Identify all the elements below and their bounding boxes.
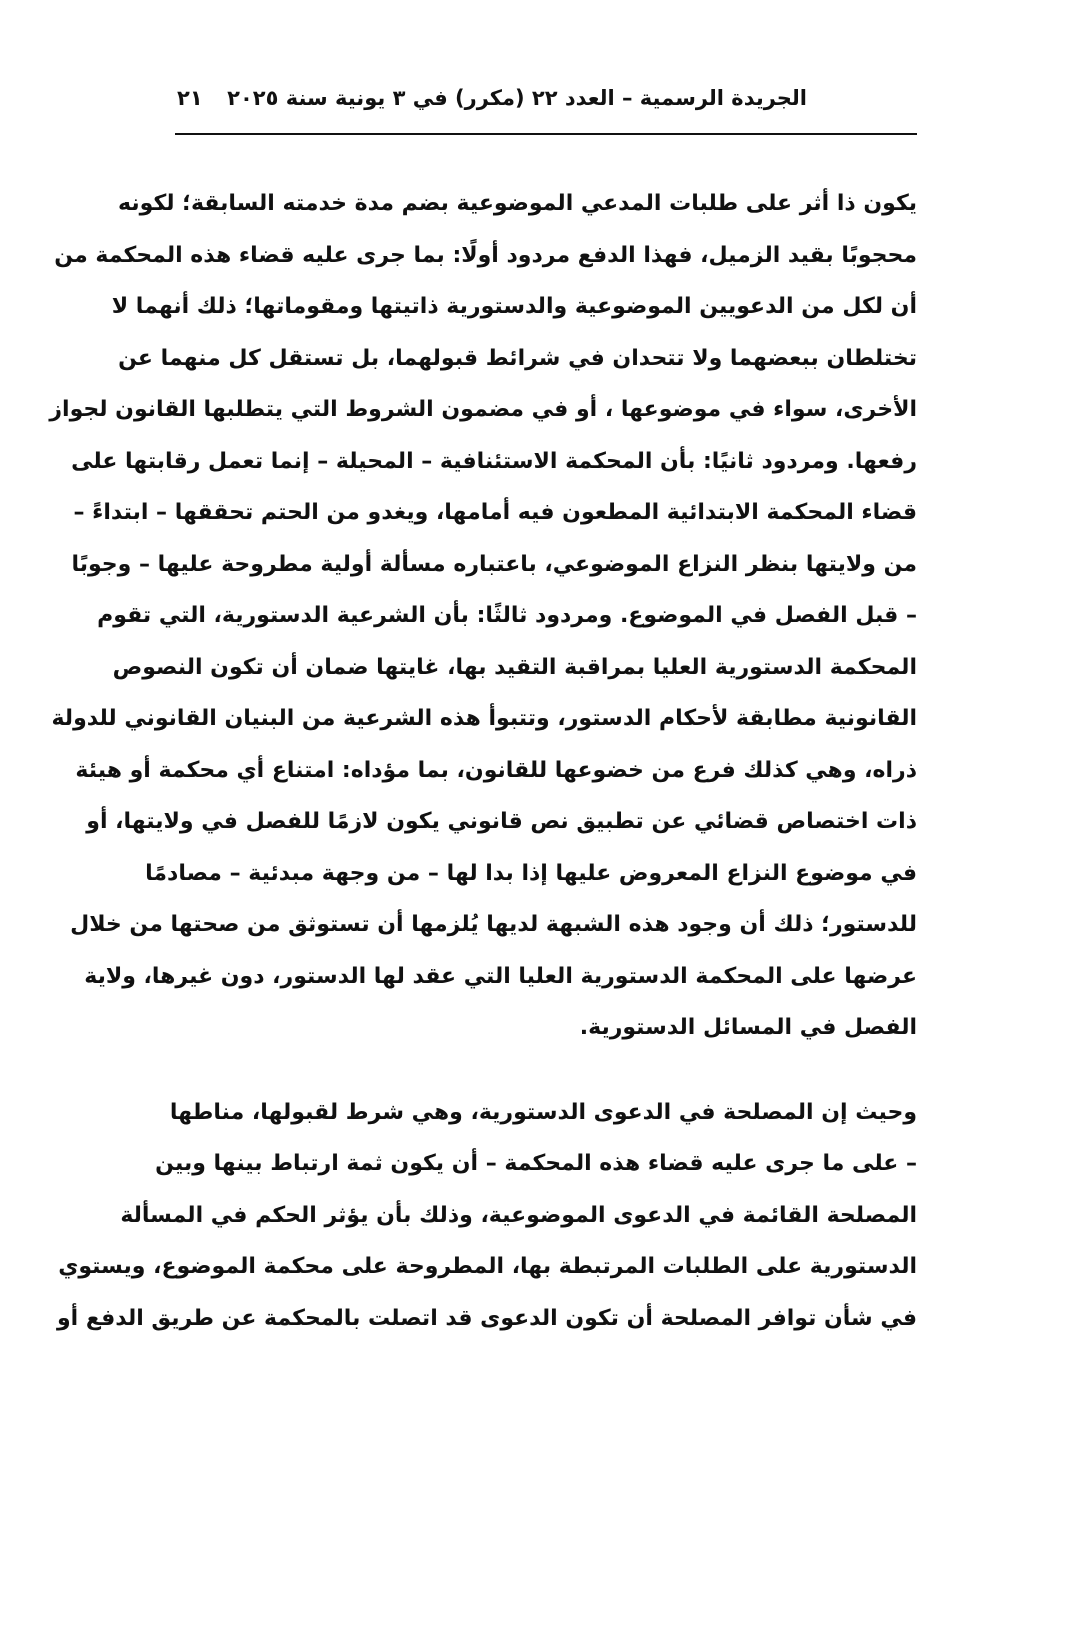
paragraph-line: الأخرى، سواء في موضوعها ، أو في مضمون الشروط التي يتطلبها القانون لجواز: [49, 397, 917, 422]
page-number: ٢١: [177, 86, 203, 110]
paragraph-line: للدستور؛ ذلك أن وجود هذه الشبهة لديها يُلزمها أن تستوثق من صحتها من خلال: [70, 912, 917, 937]
paragraph-line: المصلحة القائمة في الدعوى الموضوعية، وذلك بأن يؤثر الحكم في المسألة: [120, 1202, 917, 1228]
paragraph-line: يكون ذا أثر على طلبات المدعي الموضوعية بضم مدة خدمته السابقة؛ لكونه: [118, 191, 917, 216]
paragraph-line: أن لكل من الدعويين الموضوعية والدستورية ذاتيتها ومقوماتها؛ ذلك أنهما لا: [111, 294, 917, 319]
page-header: [175, 82, 917, 116]
paragraph-2: [56, 1087, 917, 1345]
paragraph-line: الفصل في المسائل الدستورية.: [579, 1015, 917, 1040]
header-divider: [175, 133, 917, 135]
paragraph-line: عرضها على المحكمة الدستورية العليا التي عقد لها الدستور، دون غيرها، ولاية: [84, 963, 917, 989]
paragraph-spacer: [175, 1054, 917, 1087]
paragraph-line: قضاء المحكمة الابتدائية المطعون فيه أمامها، ويغدو من الحتم تحققها – ابتداءً –: [73, 500, 917, 525]
paragraph-line: – قبل الفصل في الموضوع. ومردود ثالثًا: بأن الشرعية الدستورية، التي تقوم: [97, 603, 917, 628]
paragraph-line: المحكمة الدستورية العليا بمراقبة التقيد بها، غايتها ضمان أن تكون النصوص: [112, 654, 917, 680]
paragraph-line: في شأن توافر المصلحة أن تكون الدعوى قد اتصلت بالمحكمة عن طريق الدفع أو: [56, 1305, 917, 1331]
paragraph-line: في موضوع النزاع المعروض عليها إذا بدا لها – من وجهة مبدئية – مصادمًا: [145, 860, 917, 886]
paragraph-line: ذراه، وهي كذلك فرع من خضوعها للقانون، بما مؤداه: امتناع أي محكمة أو هيئة: [75, 757, 917, 783]
paragraph-line: محجوبًا بقيد الزميل، فهذا الدفع مردود أولًا: بما جرى عليه قضاء هذه المحكمة من: [54, 242, 917, 268]
paragraph-line: تختلطان ببعضهما ولا تتحدان في شرائط قبولهما، بل تستقل كل منهما عن: [118, 345, 917, 371]
document-body: [49, 178, 917, 1344]
paragraph-line: ذات اختصاص قضائي عن تطبيق نص قانوني يكون لازمًا للفصل في ولايتها، أو: [86, 809, 917, 834]
paragraph-line: رفعها. ومردود ثانيًا: بأن المحكمة الاستئنافية – المحيلة – إنما تعمل رقابتها على: [71, 448, 917, 474]
gazette-header-title: الجريدة الرسمية – العدد ٢٢ (مكرر) في ٣ يونية سنة ٢٠٢٥: [227, 86, 807, 110]
paragraph-line: الدستورية على الطلبات المرتبطة بها، المطروحة على محكمة الموضوع، ويستوي: [58, 1254, 917, 1279]
paragraph-line: من ولايتها بنظر النزاع الموضوعي، باعتباره مسألة أولية مطروحة عليها – وجوبًا: [71, 551, 917, 577]
paragraph-line: – على ما جرى عليه قضاء هذه المحكمة – أن يكون ثمة ارتباط بينها وبين: [155, 1151, 917, 1176]
paragraph-1: [49, 178, 917, 1054]
paragraph-line: القانونية مطابقة لأحكام الدستور، وتتبوأ هذه الشرعية من البنيان القانوني للدولة: [51, 706, 917, 731]
paragraph-line: وحيث إن المصلحة في الدعوى الدستورية، وهي شرط لقبولها، مناطها: [169, 1099, 917, 1125]
